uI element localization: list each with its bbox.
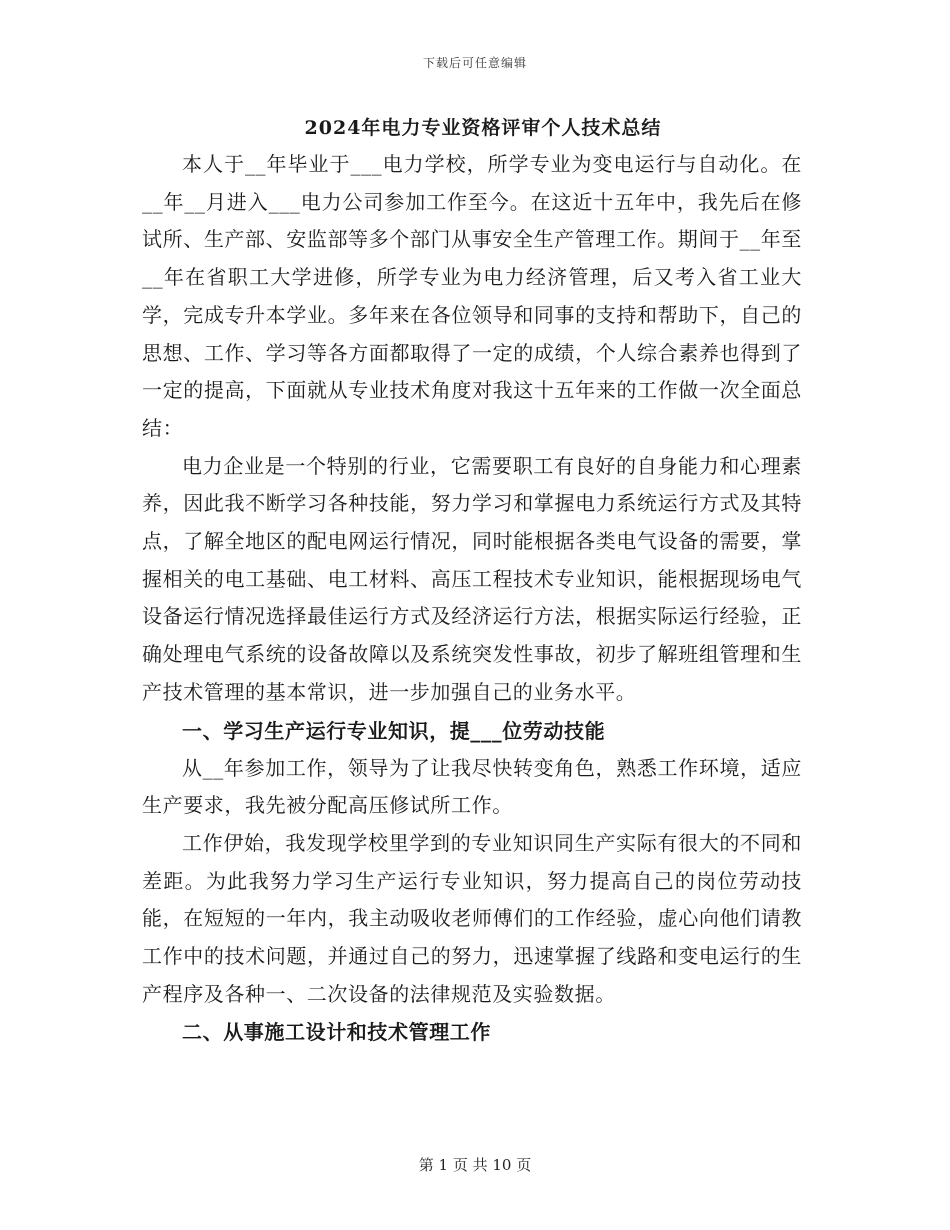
paragraph-intro: 本人于__年毕业于___电力学校，所学专业为变电运行与自动化。在__年__月进入___电力公司参加工作至今。在这近十五年中，我先后在修试所、生产部、安监部等多个部门从事安全生产管理工作。期间于__年至__年在省职工大学进修，所学专业为电力经济管理，后又考入省工业大学，完成专升本学业。多年来在各位领导和同事的支持和帮助下，自己的思想、工作、学习等各方面都取得了一定的成绩，个人综合素养也得到了一定的提高，下面就从专业技术角度对我这十五年来的工作做一次全面总结： bbox=[142, 152, 802, 440]
section-1-heading: 一、学习生产运行专业知识，提___位劳动技能 bbox=[182, 718, 606, 743]
section-1-paragraph-2: 工作伊始，我发现学校里学到的专业知识同生产实际有很大的不同和差距。为此我努力学习生产运行专业知识，努力提高自己的岗位劳动技能，在短短的一年内，我主动吸收老师傅们的工作经验，虚心向他们请教工作中的技术问题，并通过自己的努力，迅速掌握了线路和变电运行的生产程序及各种一、二次设备的法律规范及实验数据。 bbox=[142, 830, 802, 1006]
section-2-heading: 二、从事施工设计和技术管理工作 bbox=[182, 1020, 491, 1045]
header-note: 下载后可任意编辑 bbox=[422, 56, 527, 70]
page-number: 第 1 页 共 10 页 bbox=[418, 1156, 532, 1174]
section-1-paragraph-1: 从__年参加工作，领导为了让我尽快转变角色，熟悉工作环境，适应生产要求，我先被分配高压修试所工作。 bbox=[142, 755, 802, 818]
paragraph-industry: 电力企业是一个特别的行业，它需要职工有良好的自身能力和心理素养，因此我不断学习各种技能，努力学习和掌握电力系统运行方式及其特点，了解全地区的配电网运行情况，同时能根据各类电气设备的需要，掌握相关的电工基础、电工材料、高压工程技术专业知识，能根据现场电气设备运行情况选择最佳运行方式及经济运行方法，根据实际运行经验，正确处理电气系统的设备故障以及系统突发性事故，初步了解班组管理和生产技术管理的基本常识，进一步加强自己的业务水平。 bbox=[142, 453, 802, 704]
document-title: 2024年电力专业资格评审个人技术总结 bbox=[304, 117, 662, 139]
document-body bbox=[142, 110, 802, 1051]
